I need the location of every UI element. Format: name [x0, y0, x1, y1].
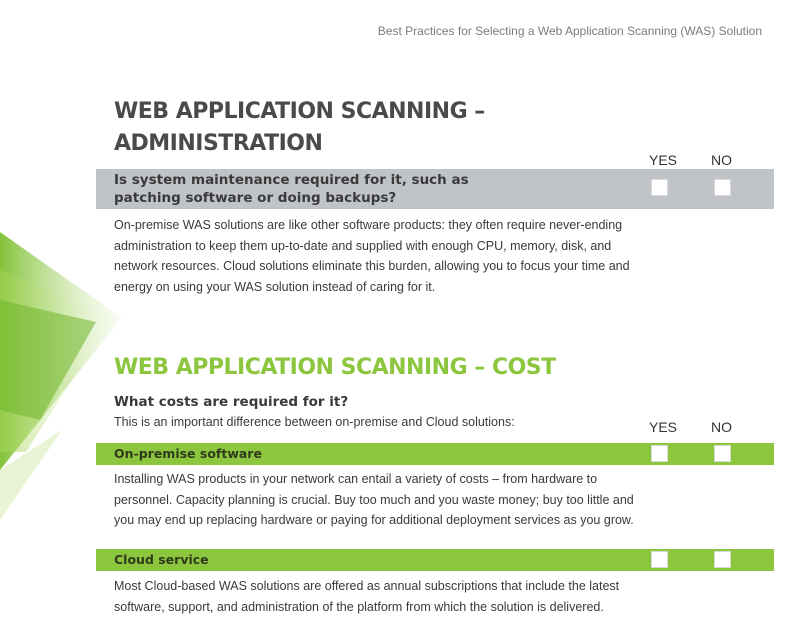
section-title-administration: WEB APPLICATION SCANNING – ADMINISTRATION — [114, 99, 485, 156]
question-maintenance: Is system maintenance required for it, such as patching software or doing backups? — [114, 172, 469, 206]
item-label-on-premise: On-premise software — [114, 446, 262, 461]
running-header: Best Practices for Selecting a Web Application Scanning (WAS) Solution — [377, 24, 762, 38]
item-bar-on-premise — [96, 443, 774, 465]
checkbox-cloud-yes[interactable] — [651, 551, 668, 568]
administration-body: On-premise WAS solutions are like other software products: they often require never-ending administration to keep them up-to-date and supplied with enough CPU, memory, disk, and network resources. Cloud solutions eliminate this burden, allowing you to focus your time and energy on using your WAS solution instead of caring for it. — [114, 218, 630, 294]
checkbox-on-premise-no[interactable] — [714, 445, 731, 462]
checkbox-maintenance-no[interactable] — [714, 179, 731, 196]
item-bar-cloud — [96, 549, 774, 571]
checkbox-on-premise-yes[interactable] — [651, 445, 668, 462]
column-header-yes: YES — [649, 152, 678, 168]
question-costs: What costs are required for it? — [114, 394, 349, 410]
checkbox-maintenance-yes[interactable] — [651, 179, 668, 196]
on-premise-body: Installing WAS products in your network can entail a variety of costs – from hardware to personnel. Capacity planning is crucial. Buy too much and you waste money; buy too little and you may end up replacing hardware or paying for additional deployment services as you grow. — [114, 472, 634, 527]
column-header-no-cost: NO — [711, 419, 732, 435]
section-title-cost: WEB APPLICATION SCANNING – COST — [114, 355, 556, 380]
question-bar-maintenance — [96, 169, 774, 209]
column-header-no: NO — [711, 152, 732, 168]
cost-intro: This is an important difference between on-premise and Cloud solutions: — [114, 415, 515, 429]
cloud-body: Most Cloud-based WAS solutions are offered as annual subscriptions that include the latest software, support, and administration of the platform from which the solution is delivered. — [114, 579, 620, 614]
item-label-cloud: Cloud service — [114, 552, 209, 567]
column-header-yes-cost: YES — [649, 419, 678, 435]
checkbox-cloud-no[interactable] — [714, 551, 731, 568]
